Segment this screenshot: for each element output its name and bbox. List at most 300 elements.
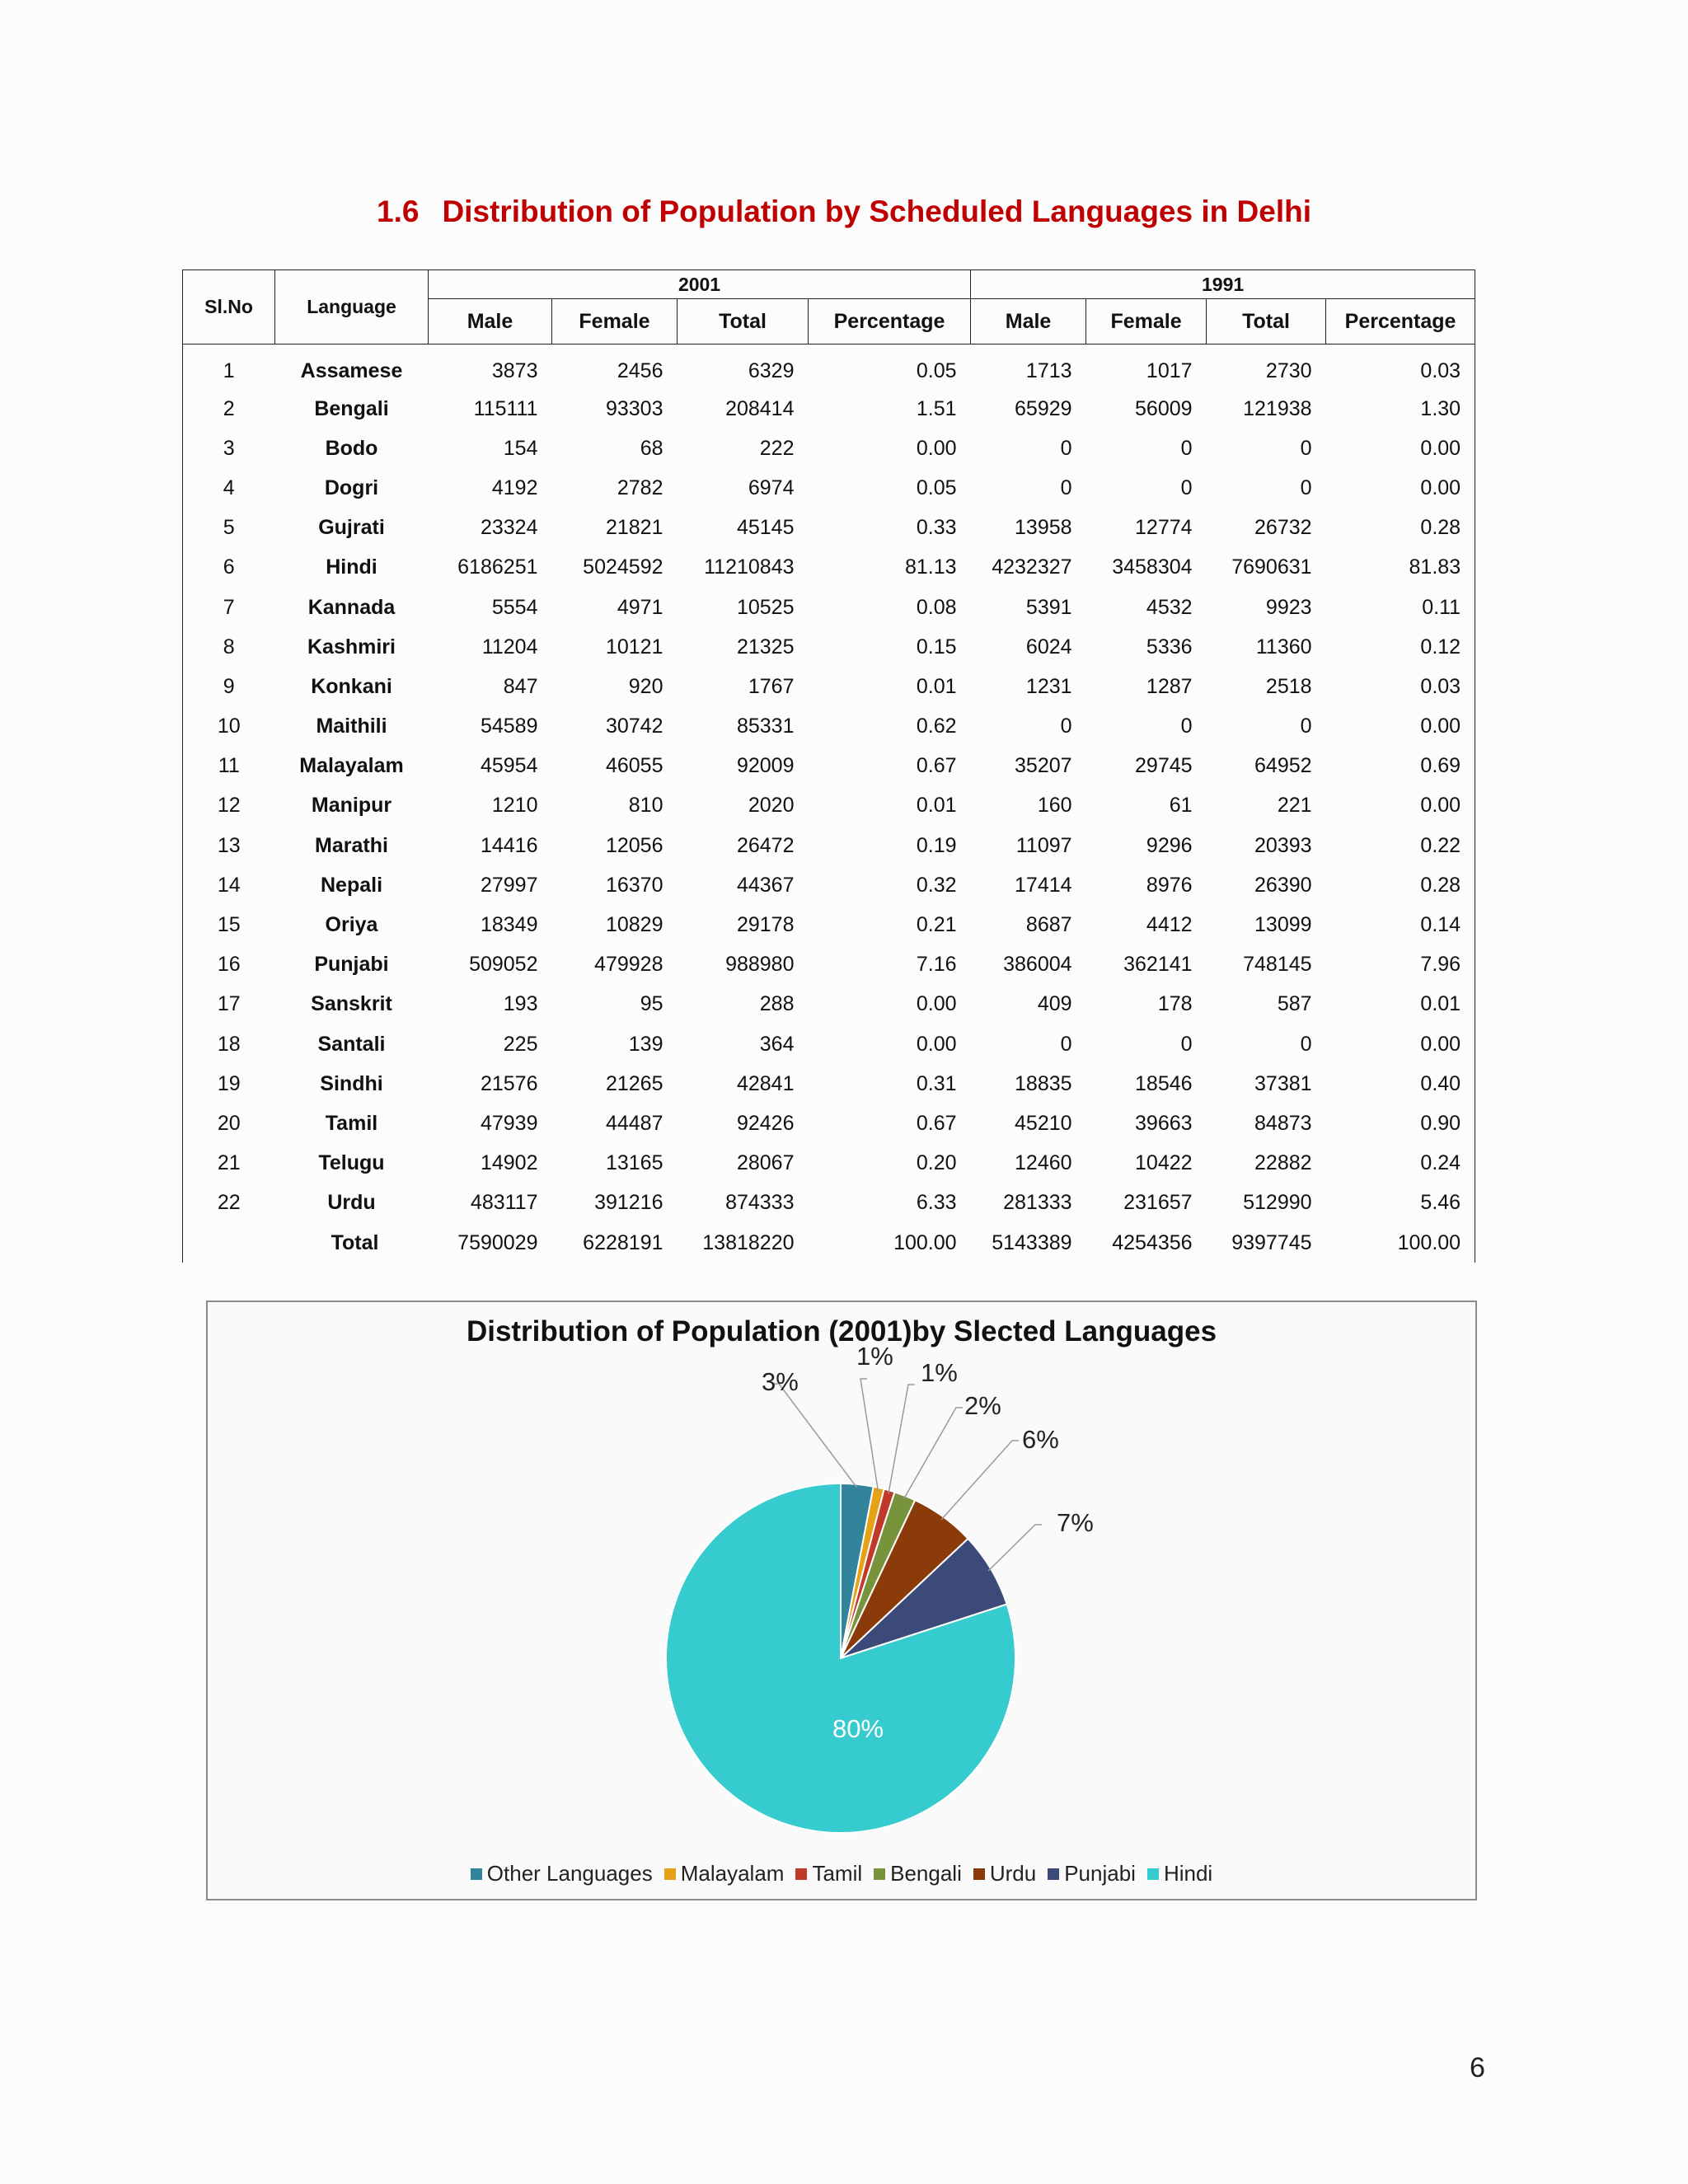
cell-percentage-2001: 0.15 [916, 635, 957, 658]
section-title: Distribution of Population by Scheduled Languages in Delhi [442, 194, 1311, 228]
legend-label: Other Languages [486, 1861, 653, 1886]
cell-female-2001: 6228191 [583, 1230, 663, 1254]
cell-slno: 14 [183, 865, 275, 905]
cell-language: Malayalam [299, 754, 404, 778]
cell-total-2001: 364 [759, 1032, 795, 1056]
table-row [183, 588, 1475, 627]
legend-item [874, 1861, 962, 1886]
cell-percentage-1991: 100.00 [1326, 1223, 1475, 1263]
cell-percentage-2001: 0.19 [916, 833, 957, 857]
cell-male-2001: 18349 [480, 913, 538, 937]
header-year-1991: 1991 [971, 270, 1475, 299]
table-row [183, 826, 1475, 865]
cell-male-2001: 225 [503, 1032, 538, 1056]
cell-percentage-1991: 0.90 [1326, 1104, 1475, 1143]
table-row [183, 548, 1475, 588]
cell-male-1991: 0 [1060, 715, 1072, 738]
cell-total-1991: 13099 [1254, 913, 1312, 937]
cell-percentage-1991: 0.11 [1326, 588, 1475, 627]
leader-line [941, 1441, 1019, 1520]
cell-total-1991: 26390 [1254, 873, 1312, 897]
cell-slno: 4 [183, 468, 275, 508]
cell-percentage-1991: 0.00 [1326, 786, 1475, 826]
cell-slno: 21 [183, 1144, 275, 1183]
cell-total-1991: 26732 [1254, 516, 1312, 540]
cell-male-1991: 18835 [1015, 1071, 1072, 1095]
cell-male-2001: 27997 [480, 873, 538, 897]
header-male-1991: Male [971, 299, 1086, 344]
cell-total-1991: 221 [1277, 794, 1312, 818]
cell-total-1991: 7690631 [1231, 555, 1312, 579]
cell-female-1991: 231657 [1123, 1191, 1193, 1215]
leader-line [772, 1384, 857, 1488]
cell-female-2001: 68 [640, 436, 663, 460]
cell-male-1991: 4232327 [992, 555, 1072, 579]
cell-female-1991: 61 [1169, 794, 1193, 818]
page-number: 6 [1470, 2052, 1485, 2083]
cell-male-2001: 21576 [480, 1071, 538, 1095]
cell-female-2001: 12056 [605, 833, 663, 857]
cell-total-1991: 0 [1300, 1032, 1312, 1056]
cell-female-1991: 362141 [1123, 953, 1193, 977]
cell-total-1991: 0 [1300, 476, 1312, 499]
cell-total-2001: 42841 [736, 1071, 795, 1095]
leader-line [988, 1525, 1042, 1571]
data-label: 3% [762, 1367, 799, 1396]
table-row [183, 389, 1475, 429]
cell-total-2001: 6974 [748, 476, 795, 499]
table-row [183, 1183, 1475, 1223]
cell-language: Marathi [315, 833, 388, 857]
cell-language: Telugu [318, 1151, 385, 1175]
cell-percentage-1991: 0.69 [1326, 747, 1475, 786]
cell-total-1991: 64952 [1254, 754, 1312, 778]
cell-language: Kannada [307, 595, 396, 619]
pie-chart [206, 1301, 1477, 1900]
cell-percentage-1991: 0.40 [1326, 1064, 1475, 1104]
pie-plot [208, 1302, 1475, 1899]
cell-female-2001: 10121 [605, 635, 663, 658]
cell-male-1991: 12460 [1015, 1151, 1072, 1175]
leader-line [889, 1385, 915, 1493]
cell-language: Assamese [300, 359, 403, 382]
cell-male-1991: 35207 [1015, 754, 1072, 778]
table-row [183, 667, 1475, 706]
legend-label: Punjabi [1064, 1861, 1136, 1886]
cell-language: Hindi [326, 555, 377, 579]
cell-female-1991: 3458304 [1112, 555, 1193, 579]
cell-female-2001: 13165 [605, 1151, 663, 1175]
cell-language: Sindhi [320, 1071, 383, 1095]
cell-total-1991: 512990 [1243, 1191, 1312, 1215]
legend-item [973, 1861, 1036, 1886]
cell-total-1991: 22882 [1254, 1151, 1312, 1175]
cell-male-2001: 5554 [491, 595, 538, 619]
table-row [183, 865, 1475, 905]
cell-female-2001: 30742 [605, 715, 663, 738]
legend-swatch [973, 1868, 985, 1880]
cell-male-2001: 6186251 [457, 555, 538, 579]
header-male-2001: Male [429, 299, 552, 344]
page-title [0, 194, 1688, 229]
cell-percentage-2001: 0.21 [916, 913, 957, 937]
cell-male-1991: 11097 [1015, 833, 1072, 857]
cell-female-2001: 139 [628, 1032, 663, 1056]
cell-male-1991: 0 [1060, 1032, 1072, 1056]
cell-female-2001: 93303 [605, 396, 663, 420]
table-row [183, 1024, 1475, 1064]
cell-female-1991: 12774 [1135, 516, 1193, 540]
table-row [183, 1104, 1475, 1143]
cell-percentage-2001: 0.62 [916, 715, 957, 738]
cell-male-2001: 847 [503, 674, 538, 698]
cell-total-2001: 92426 [736, 1111, 795, 1135]
cell-total-2001: 208414 [725, 396, 795, 420]
cell-total-2001: 10525 [736, 595, 795, 619]
cell-female-2001: 16370 [605, 873, 663, 897]
legend-item [471, 1861, 653, 1886]
cell-female-1991: 10422 [1135, 1151, 1193, 1175]
cell-total-2001: 21325 [736, 635, 795, 658]
cell-male-1991: 45210 [1015, 1111, 1072, 1135]
cell-male-2001: 14902 [480, 1151, 538, 1175]
header-slno: Sl.No [183, 270, 275, 344]
cell-slno: 20 [183, 1104, 275, 1143]
cell-percentage-2001: 0.67 [916, 1111, 957, 1135]
cell-total-2001: 11210843 [704, 555, 795, 579]
header-female-1991: Female [1086, 299, 1207, 344]
cell-female-2001: 46055 [605, 754, 663, 778]
cell-male-2001: 1210 [491, 794, 538, 818]
cell-total-2001: 92009 [736, 754, 795, 778]
cell-slno: 17 [183, 985, 275, 1024]
cell-percentage-1991: 0.28 [1326, 865, 1475, 905]
cell-percentage-2001: 100.00 [893, 1230, 957, 1254]
cell-total-1991: 20393 [1254, 833, 1312, 857]
data-label: 1% [856, 1342, 893, 1371]
cell-male-1991: 6024 [1025, 635, 1072, 658]
cell-male-1991: 281333 [1003, 1191, 1072, 1215]
cell-total-1991: 9923 [1265, 595, 1312, 619]
cell-female-2001: 5024592 [583, 555, 663, 579]
cell-percentage-2001: 0.05 [916, 359, 957, 382]
cell-language: Kashmiri [307, 635, 396, 658]
cell-percentage-1991: 0.03 [1326, 344, 1475, 390]
cell-male-1991: 65929 [1015, 396, 1072, 420]
cell-female-1991: 1287 [1146, 674, 1193, 698]
cell-female-1991: 4412 [1146, 913, 1193, 937]
cell-total-2001: 288 [759, 992, 795, 1016]
cell-percentage-1991: 0.22 [1326, 826, 1475, 865]
cell-female-1991: 0 [1180, 1032, 1193, 1056]
cell-female-1991: 178 [1157, 992, 1193, 1016]
cell-total-2001: 222 [759, 436, 795, 460]
cell-language: Bodo [325, 436, 378, 460]
cell-slno [183, 1223, 275, 1263]
cell-percentage-1991: 1.30 [1326, 389, 1475, 429]
legend-swatch [874, 1868, 885, 1880]
cell-percentage-2001: 0.32 [916, 873, 957, 897]
cell-percentage-1991: 0.00 [1326, 468, 1475, 508]
cell-male-2001: 509052 [469, 953, 538, 977]
header-total-1991: Total [1207, 299, 1326, 344]
cell-language: Dogri [324, 476, 379, 499]
cell-language: Santali [317, 1032, 386, 1056]
cell-total-2001: 988980 [725, 953, 795, 977]
cell-total-2001: 29178 [736, 913, 795, 937]
cell-male-1991: 0 [1060, 436, 1072, 460]
cell-female-1991: 0 [1180, 476, 1193, 499]
cell-slno: 2 [183, 389, 275, 429]
legend-label: Malayalam [680, 1861, 785, 1886]
cell-female-2001: 810 [628, 794, 663, 818]
cell-total-2001: 874333 [725, 1191, 795, 1215]
cell-total-1991: 2730 [1265, 359, 1312, 382]
table-row [183, 1144, 1475, 1183]
cell-total-1991: 587 [1277, 992, 1312, 1016]
table-row [183, 509, 1475, 548]
cell-percentage-1991: 0.00 [1326, 429, 1475, 468]
table-row [183, 747, 1475, 786]
cell-percentage-2001: 0.67 [916, 754, 957, 778]
cell-male-2001: 54589 [480, 715, 538, 738]
header-percentage-2001: Percentage [809, 299, 971, 344]
cell-female-2001: 4971 [617, 595, 663, 619]
cell-slno: 22 [183, 1183, 275, 1223]
cell-female-1991: 4254356 [1112, 1230, 1193, 1254]
cell-female-1991: 29745 [1135, 754, 1193, 778]
cell-slno: 11 [183, 747, 275, 786]
cell-percentage-2001: 0.01 [916, 674, 957, 698]
cell-total-2001: 13818220 [702, 1230, 795, 1254]
cell-female-1991: 1017 [1146, 359, 1193, 382]
cell-female-2001: 10829 [605, 913, 663, 937]
cell-male-1991: 1713 [1025, 359, 1072, 382]
cell-total-1991: 11360 [1255, 635, 1312, 658]
legend-swatch [795, 1868, 807, 1880]
cell-total-2001: 26472 [736, 833, 795, 857]
data-label: 80% [832, 1714, 884, 1743]
cell-language: Manipur [311, 794, 392, 818]
cell-total-1991: 2518 [1265, 674, 1312, 698]
table-row [183, 1064, 1475, 1104]
cell-female-2001: 479928 [594, 953, 663, 977]
cell-percentage-1991: 7.96 [1326, 945, 1475, 985]
cell-male-1991: 8687 [1025, 913, 1072, 937]
cell-female-2001: 21265 [605, 1071, 663, 1095]
legend-swatch [1048, 1868, 1059, 1880]
legend-item [795, 1861, 862, 1886]
table-row [183, 945, 1475, 985]
cell-slno: 15 [183, 905, 275, 944]
cell-total-2001: 6329 [748, 359, 795, 382]
cell-total-1991: 0 [1300, 436, 1312, 460]
cell-total-1991: 84873 [1254, 1111, 1312, 1135]
legend-swatch [471, 1868, 482, 1880]
cell-slno: 12 [183, 786, 275, 826]
cell-slno: 6 [183, 548, 275, 588]
cell-slno: 16 [183, 945, 275, 985]
cell-male-2001: 3873 [491, 359, 538, 382]
cell-female-1991: 4532 [1146, 595, 1193, 619]
table-row [183, 468, 1475, 508]
cell-language: Urdu [327, 1191, 376, 1215]
cell-percentage-1991: 0.12 [1326, 627, 1475, 667]
cell-percentage-2001: 0.05 [916, 476, 957, 499]
cell-male-2001: 4192 [491, 476, 538, 499]
cell-male-1991: 5143389 [992, 1230, 1072, 1254]
cell-male-1991: 160 [1037, 794, 1072, 818]
cell-female-1991: 56009 [1135, 396, 1193, 420]
cell-female-1991: 9296 [1146, 833, 1193, 857]
cell-percentage-1991: 81.83 [1326, 548, 1475, 588]
cell-male-2001: 11204 [481, 635, 538, 658]
cell-language: Gujrati [318, 516, 385, 540]
cell-slno: 13 [183, 826, 275, 865]
cell-female-2001: 21821 [605, 516, 663, 540]
cell-language: Oriya [325, 913, 378, 937]
cell-percentage-2001: 81.13 [904, 555, 957, 579]
cell-total-1991: 121938 [1243, 396, 1312, 420]
cell-male-2001: 47939 [480, 1111, 538, 1135]
cell-percentage-2001: 1.51 [916, 396, 957, 420]
legend-label: Urdu [989, 1861, 1037, 1886]
cell-female-2001: 44487 [605, 1111, 663, 1135]
cell-female-1991: 18546 [1135, 1071, 1193, 1095]
cell-female-2001: 95 [640, 992, 663, 1016]
cell-percentage-1991: 0.00 [1326, 707, 1475, 747]
cell-total-1991: 748145 [1243, 953, 1312, 977]
cell-slno: 7 [183, 588, 275, 627]
cell-male-1991: 409 [1037, 992, 1072, 1016]
cell-male-1991: 0 [1060, 476, 1072, 499]
cell-total-2001: 2020 [748, 794, 795, 818]
legend-item [1048, 1861, 1136, 1886]
data-label: 6% [1022, 1425, 1059, 1454]
cell-percentage-2001: 0.00 [916, 1032, 957, 1056]
cell-male-2001: 193 [503, 992, 538, 1016]
cell-language: Maithili [316, 715, 387, 738]
table-row [183, 905, 1475, 944]
cell-female-1991: 0 [1180, 436, 1193, 460]
cell-female-1991: 0 [1180, 715, 1193, 738]
cell-female-2001: 391216 [594, 1191, 663, 1215]
leader-line [860, 1379, 878, 1491]
chart-title: Distribution of Population (2001)by Slected Languages [466, 1315, 1217, 1347]
legend-label: Bengali [890, 1861, 962, 1886]
cell-percentage-1991: 0.28 [1326, 509, 1475, 548]
cell-total-2001: 28067 [736, 1151, 795, 1175]
cell-male-1991: 17414 [1015, 873, 1072, 897]
cell-language: Nepali [320, 873, 383, 897]
cell-percentage-1991: 0.14 [1326, 905, 1475, 944]
table-row [183, 707, 1475, 747]
table-row [183, 786, 1475, 826]
cell-total-1991: 9397745 [1231, 1230, 1312, 1254]
table-total-row [183, 1223, 1475, 1263]
cell-percentage-1991: 5.46 [1326, 1183, 1475, 1223]
cell-language: Punjabi [314, 953, 389, 977]
cell-percentage-2001: 0.33 [916, 516, 957, 540]
legend-label: Hindi [1163, 1861, 1213, 1886]
population-table [182, 269, 1475, 1263]
cell-slno: 9 [183, 667, 275, 706]
legend-item [664, 1861, 785, 1886]
cell-language: Konkani [311, 674, 392, 698]
cell-slno: 18 [183, 1024, 275, 1064]
cell-male-1991: 1231 [1025, 674, 1072, 698]
cell-slno: 3 [183, 429, 275, 468]
header-percentage-1991: Percentage [1326, 299, 1475, 344]
cell-male-2001: 23324 [480, 516, 538, 540]
cell-slno: 8 [183, 627, 275, 667]
cell-total-2001: 85331 [736, 715, 795, 738]
data-label: 2% [964, 1391, 1001, 1420]
cell-language: Sanskrit [311, 992, 392, 1016]
cell-slno: 1 [183, 344, 275, 390]
cell-male-2001: 7590029 [457, 1230, 538, 1254]
cell-percentage-1991: 0.24 [1326, 1144, 1475, 1183]
leader-line [904, 1408, 963, 1499]
legend-item [1147, 1861, 1212, 1886]
cell-percentage-2001: 0.00 [916, 436, 957, 460]
legend-label: Tamil [812, 1861, 863, 1886]
table-row [183, 429, 1475, 468]
cell-male-2001: 483117 [470, 1191, 538, 1215]
cell-total-2001: 45145 [736, 516, 795, 540]
data-label: 1% [921, 1358, 958, 1387]
header-year-2001: 2001 [429, 270, 971, 299]
cell-percentage-2001: 7.16 [916, 953, 957, 977]
cell-total-2001: 1767 [748, 674, 795, 698]
cell-female-1991: 8976 [1146, 873, 1193, 897]
section-number: 1.6 [377, 194, 420, 228]
legend-swatch [1147, 1868, 1159, 1880]
cell-male-2001: 45954 [480, 754, 538, 778]
cell-male-1991: 13958 [1015, 516, 1072, 540]
data-label: 7% [1057, 1508, 1094, 1537]
cell-slno: 5 [183, 509, 275, 548]
cell-slno: 19 [183, 1064, 275, 1104]
cell-female-1991: 39663 [1135, 1111, 1193, 1135]
header-language: Language [275, 270, 429, 344]
cell-male-1991: 5391 [1025, 595, 1072, 619]
cell-language: Tamil [325, 1111, 378, 1135]
cell-language: Total [331, 1230, 379, 1254]
cell-female-2001: 920 [628, 674, 663, 698]
cell-percentage-2001: 0.01 [916, 794, 957, 818]
header-female-2001: Female [552, 299, 678, 344]
cell-language: Bengali [314, 396, 389, 420]
cell-female-1991: 5336 [1146, 635, 1193, 658]
cell-male-2001: 154 [503, 436, 538, 460]
chart-legend [208, 1861, 1475, 1886]
cell-slno: 10 [183, 707, 275, 747]
cell-male-2001: 14416 [480, 833, 538, 857]
cell-percentage-1991: 0.00 [1326, 1024, 1475, 1064]
cell-male-2001: 115111 [473, 396, 538, 420]
cell-female-2001: 2456 [617, 359, 663, 382]
cell-percentage-1991: 0.01 [1326, 985, 1475, 1024]
legend-swatch [664, 1868, 676, 1880]
table-body [183, 344, 1475, 1263]
table-row [183, 985, 1475, 1024]
cell-female-2001: 2782 [617, 476, 663, 499]
cell-total-2001: 44367 [736, 873, 795, 897]
cell-percentage-2001: 0.31 [916, 1071, 957, 1095]
cell-percentage-2001: 0.08 [916, 595, 957, 619]
cell-percentage-2001: 0.20 [916, 1151, 957, 1175]
